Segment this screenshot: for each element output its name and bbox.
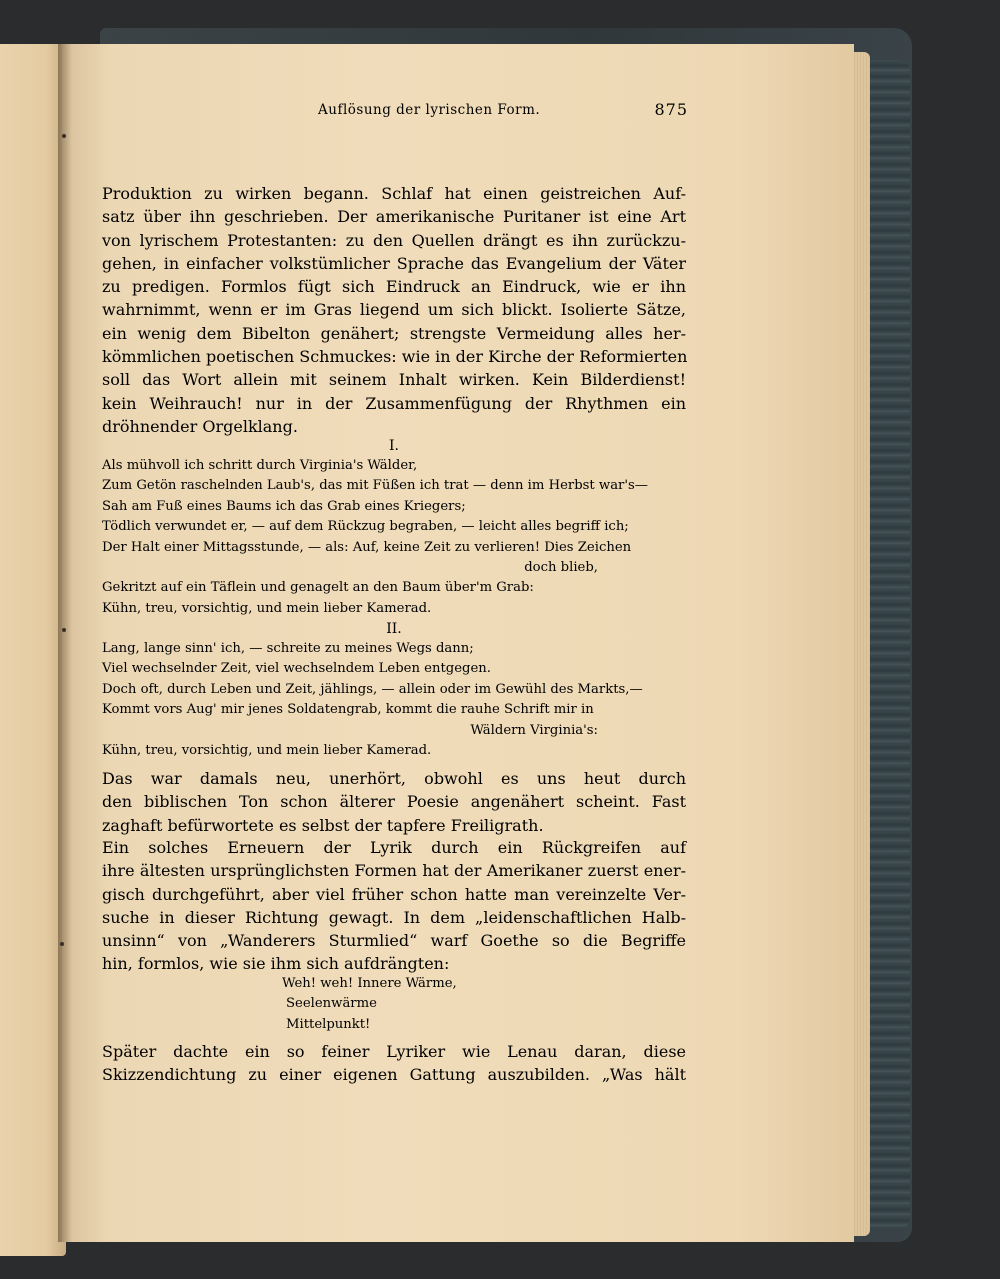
text-line: satz über ihn geschrieben. Der amerikanische Puritaner ist eine Art xyxy=(102,207,686,227)
text-line: Produktion zu wirken begann. Schlaf hat einen geistreichen Auf- xyxy=(102,184,686,203)
goethe-quote xyxy=(102,974,686,1035)
running-title: Auflösung der lyrischen Form. xyxy=(318,102,541,118)
text-line: Das war damals neu, unerhört, obwohl es uns heut durch xyxy=(102,769,686,788)
verse-line: Gekritzt auf ein Täflein und genagelt an den Baum über'm Grab: xyxy=(102,580,534,596)
verse-line: Kühn, treu, vorsichtig, und mein lieber Kamerad. xyxy=(102,600,432,616)
verse-line: Doch oft, durch Leben und Zeit, jählings, — allein oder im Gewühl des Markts,— xyxy=(102,681,643,697)
text-line: den biblischen Ton schon älterer Poesie angenähert scheint. Fast xyxy=(102,792,686,812)
poem-2 xyxy=(102,621,686,761)
verse-line: Lang, lange sinn' ich, — schreite zu meines Wegs dann; xyxy=(102,641,474,656)
text-line: gehen, in einfacher volkstümlicher Sprache das Evangelium der Väter xyxy=(102,253,686,273)
text-line: von lyrischem Protestanten: zu den Quellen drängt es ihn zurückzu- xyxy=(102,230,686,250)
text-line: ein wenig dem Bibelton genähert; strengste Vermeidung alles her- xyxy=(102,323,686,343)
verse-continuation: Wäldern Virginia's: xyxy=(470,722,598,738)
quote-line: Seelenwärme xyxy=(286,996,377,1012)
verse-line: Sah am Fuß eines Baums ich das Grab eines Kriegers; xyxy=(102,498,466,514)
quote-line: Weh! weh! Innere Wärme, xyxy=(282,976,457,991)
text-line: zu predigen. Formlos fügt sich Eindruck an Eindruck, wie er ihn xyxy=(102,277,686,297)
margin-mark xyxy=(62,628,66,632)
text-line: zaghaft befürwortete es selbst der tapfere Freiligrath. xyxy=(102,815,544,835)
text-line: Skizzendichtung zu einer eigenen Gattung auszubilden. „Was hält xyxy=(102,1065,686,1085)
paragraph-4 xyxy=(102,1040,686,1087)
quote-line: Mittelpunkt! xyxy=(286,1016,371,1032)
text-line: kömmlichen poetischen Schmuckes: wie in der Kirche der Reformierten xyxy=(102,347,688,367)
text-line: hin, formlos, wie sie ihm sich aufdrängten: xyxy=(102,954,450,974)
margin-mark xyxy=(60,942,64,946)
text-line: unsinn“ von „Wanderers Sturmlied“ warf Goethe so die Begriffe xyxy=(102,931,686,951)
verse-line: Als mühvoll ich schritt durch Virginia's Wälder, xyxy=(102,458,418,473)
poem-number: II. xyxy=(386,621,402,637)
paragraph-3 xyxy=(102,836,686,976)
verse-line: Viel wechselnder Zeit, viel wechselndem Leben entgegen. xyxy=(102,661,491,677)
margin-mark xyxy=(62,134,66,138)
text-line: dröhnender Orgelklang. xyxy=(102,416,298,436)
paragraph-2 xyxy=(102,767,686,837)
verse-line: Zum Getön raschelnden Laub's, das mit Füßen ich trat — denn im Herbst war's— xyxy=(102,478,648,494)
running-header xyxy=(100,102,690,126)
verse-line: Der Halt einer Mittagsstunde, — als: Auf, keine Zeit zu verlieren! Dies Zeichen xyxy=(102,539,632,555)
text-line: wahrnimmt, wenn er im Gras liegend um sich blickt. Isolierte Sätze, xyxy=(102,300,686,320)
text-line: suche in dieser Richtung gewagt. In dem „leidenschaftlichen Halb- xyxy=(102,907,686,927)
text-line: kein Weihrauch! nur in der Zusammenfügung der Rhythmen ein xyxy=(102,393,686,413)
text-line: soll das Wort allein mit seinem Inhalt wirken. Kein Bilderdienst! xyxy=(102,370,686,390)
text-line: Später dachte ein so feiner Lyriker wie Lenau daran, diese xyxy=(102,1042,686,1061)
paragraph-1 xyxy=(102,182,686,438)
verse-line: Kommt vors Aug' mir jenes Soldatengrab, kommt die rauhe Schrift mir in xyxy=(102,702,594,718)
text-line: Ein solches Erneuern der Lyrik durch ein Rückgreifen auf xyxy=(102,838,686,857)
gutter-shadow xyxy=(58,44,72,1242)
verse-continuation: doch blieb, xyxy=(524,560,598,576)
facing-page-edge xyxy=(0,44,66,1256)
verse-line: Tödlich verwundet er, — auf dem Rückzug begraben, — leicht alles begriff ich; xyxy=(102,519,629,535)
poem-1 xyxy=(102,438,686,619)
text-line: gisch durchgeführt, aber viel früher schon hatte man vereinzelte Ver- xyxy=(102,884,686,904)
page-number: 875 xyxy=(654,100,688,119)
verse-line: Kühn, treu, vorsichtig, und mein lieber Kamerad. xyxy=(102,743,432,759)
text-line: ihre ältesten ursprünglichsten Formen hat der Amerikaner zuerst ener- xyxy=(102,861,686,881)
poem-number: I. xyxy=(389,438,399,454)
